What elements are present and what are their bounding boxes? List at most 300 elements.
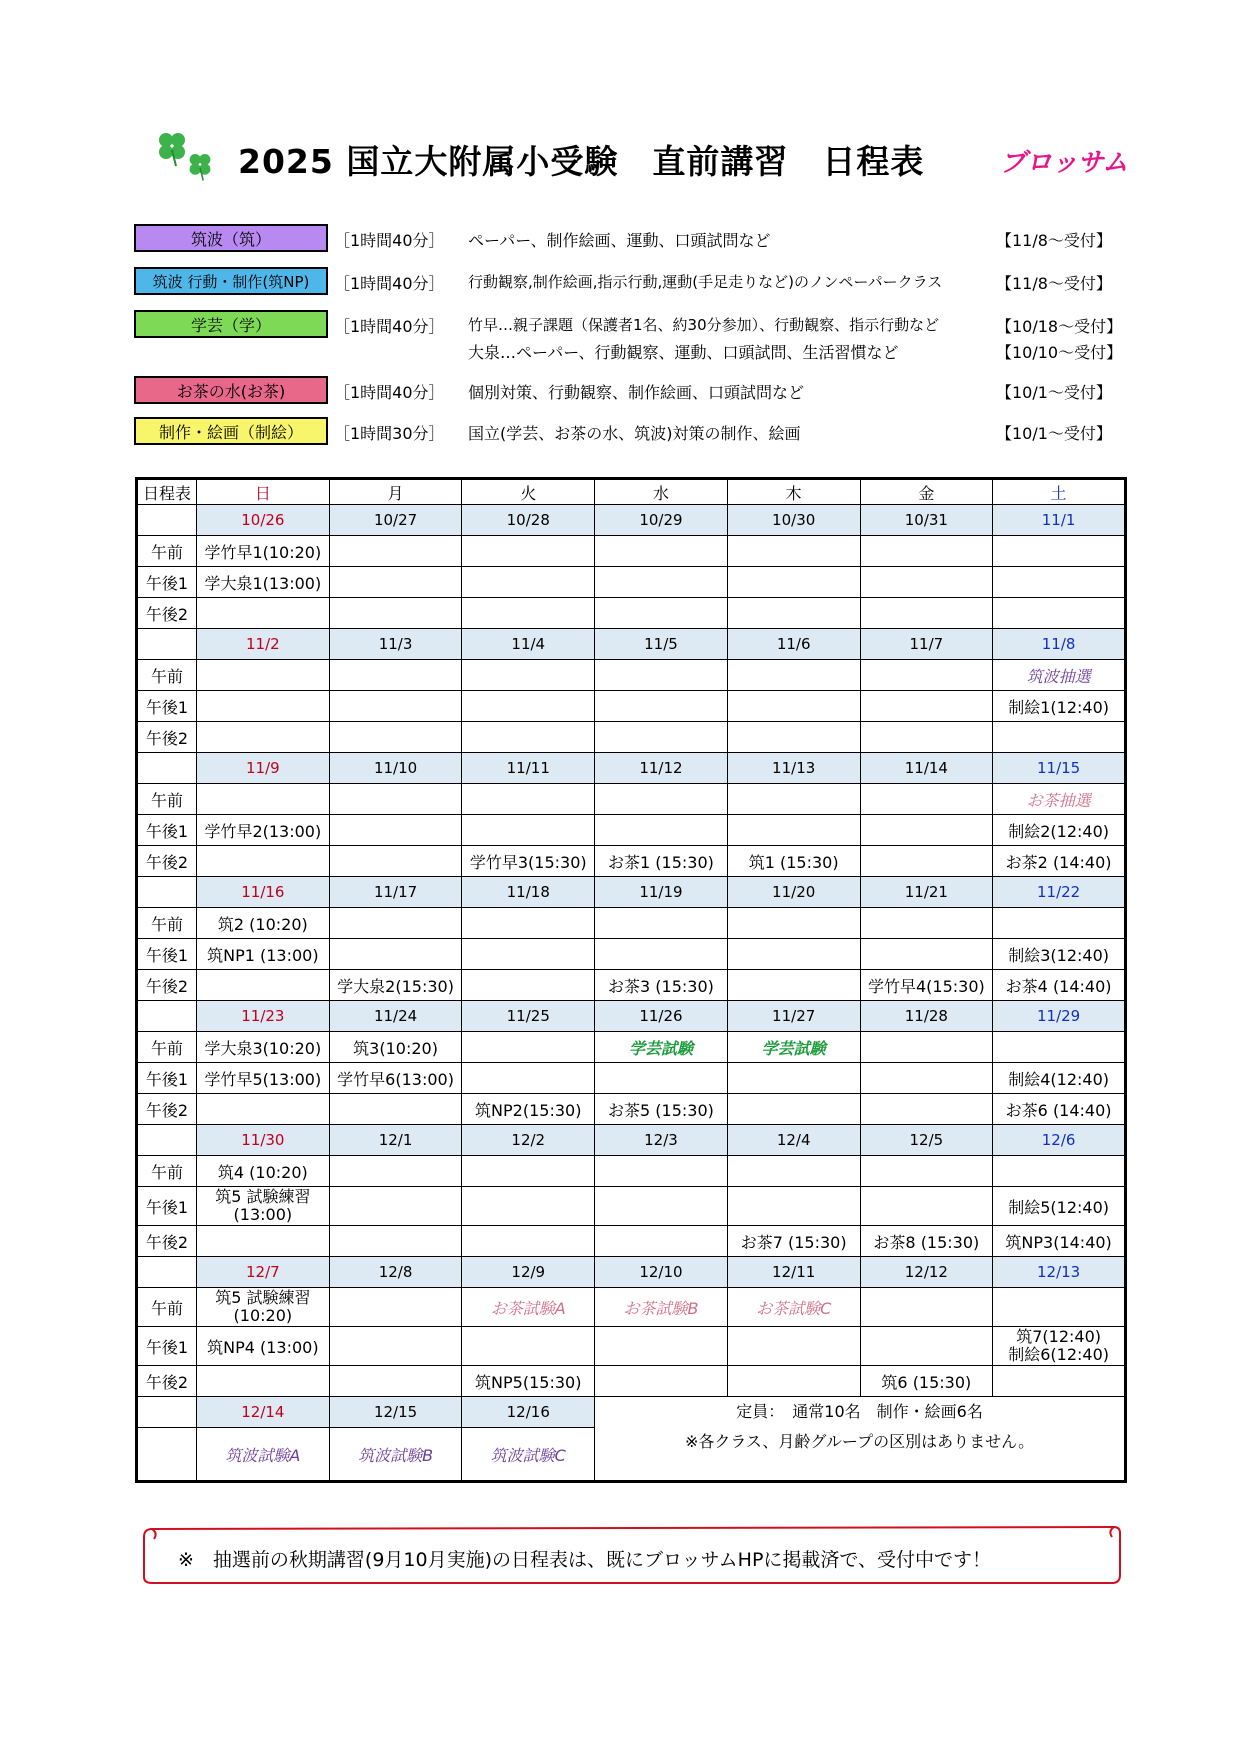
table-row (137, 1187, 1126, 1226)
schedule-cell (462, 1094, 595, 1125)
date-cell: 10/30 (727, 505, 860, 536)
schedule-entry: 制絵4(12:40) (1008, 1069, 1109, 1089)
course-duration: ［1時間40分］ (334, 383, 445, 402)
schedule-entry: お茶8 (15:30) (873, 1232, 980, 1252)
course-duration: ［1時間40分］ (334, 274, 445, 293)
date-label-cell (137, 1001, 197, 1032)
date-cell: 11/29 (993, 1001, 1126, 1032)
date-cell: 12/16 (462, 1397, 595, 1428)
schedule-entry: 制絵3(12:40) (1008, 945, 1109, 965)
schedule-cell (329, 1327, 462, 1366)
schedule-entry: 学竹早3(15:30) (469, 852, 587, 872)
schedule-cell (329, 1366, 462, 1397)
schedule-cell (595, 970, 728, 1001)
schedule-cell (727, 815, 860, 846)
table-header-cell: 金 (860, 479, 993, 505)
date-cell: 12/5 (860, 1125, 993, 1156)
schedule-cell (727, 1288, 860, 1327)
table-row (137, 1156, 1126, 1187)
schedule-cell (860, 598, 993, 629)
schedule-cell (860, 970, 993, 1001)
date-cell: 11/21 (860, 877, 993, 908)
schedule-cell (860, 660, 993, 691)
schedule-cell (462, 536, 595, 567)
course-description: ペーパー、制作絵画、運動、口頭試問など (468, 231, 771, 250)
date-cell: 11/28 (860, 1001, 993, 1032)
schedule-cell (197, 1094, 330, 1125)
schedule-entry: 筑波試験C (490, 1445, 566, 1465)
slot-label: 午前 (137, 660, 197, 691)
course-reception: 【10/18～受付】 (996, 317, 1123, 336)
table-header-cell: 水 (595, 479, 728, 505)
schedule-cell (595, 567, 728, 598)
schedule-cell (462, 691, 595, 722)
schedule-cell (993, 536, 1126, 567)
schedule-entry-line2: 制絵6(12:40) (1008, 1345, 1109, 1364)
brand-logo: ブロッサム (1000, 148, 1129, 178)
schedule-cell (329, 722, 462, 753)
course-reception-2: 【10/10～受付】 (996, 343, 1123, 362)
schedule-cell (993, 1032, 1126, 1063)
table-row (137, 908, 1126, 939)
table-row (137, 1094, 1126, 1125)
table-header-cell: 日程表 (137, 479, 197, 505)
date-cell: 12/11 (727, 1257, 860, 1288)
date-row (137, 1397, 1126, 1428)
schedule-cell (329, 908, 462, 939)
slot-label: 午前 (137, 784, 197, 815)
slot-label: 午前 (137, 908, 197, 939)
slot-label: 午後1 (137, 939, 197, 970)
schedule-cell (595, 598, 728, 629)
schedule-cell (462, 1366, 595, 1397)
schedule-cell (993, 567, 1126, 598)
schedule-cell (993, 1288, 1126, 1327)
date-row (137, 1001, 1126, 1032)
table-row (137, 1288, 1126, 1327)
date-cell: 12/10 (595, 1257, 728, 1288)
table-header-cell: 日 (197, 479, 330, 505)
schedule-entry: お茶試験A (490, 1298, 566, 1318)
schedule-cell (329, 815, 462, 846)
date-row (137, 877, 1126, 908)
schedule-cell (462, 815, 595, 846)
schedule-cell (860, 1226, 993, 1257)
schedule-cell (727, 908, 860, 939)
date-cell: 11/16 (197, 877, 330, 908)
schedule-entry: 筑波試験B (358, 1445, 434, 1465)
schedule-cell (329, 1428, 462, 1482)
schedule-entry: 学竹早1(10:20) (204, 542, 322, 562)
date-cell: 12/8 (329, 1257, 462, 1288)
date-cell: 10/26 (197, 505, 330, 536)
schedule-entry: お茶抽選 (1026, 790, 1091, 810)
schedule-cell (462, 1063, 595, 1094)
course-description: 個別対策、行動観察、制作絵画、口頭試問など (468, 383, 805, 402)
schedule-cell (727, 1156, 860, 1187)
schedule-cell (462, 846, 595, 877)
slot-label: 午後1 (137, 1063, 197, 1094)
schedule-cell (727, 598, 860, 629)
date-row (137, 1257, 1126, 1288)
date-cell: 11/27 (727, 1001, 860, 1032)
date-label-cell (137, 1397, 197, 1428)
schedule-cell (595, 1032, 728, 1063)
schedule-cell (462, 1187, 595, 1226)
date-cell: 11/5 (595, 629, 728, 660)
schedule-cell (727, 691, 860, 722)
schedule-cell (595, 784, 728, 815)
schedule-cell (860, 1094, 993, 1125)
schedule-cell (993, 691, 1126, 722)
schedule-cell (595, 1156, 728, 1187)
schedule-cell (329, 784, 462, 815)
schedule-entry: 筑NP5(15:30) (475, 1372, 582, 1392)
table-row (137, 660, 1126, 691)
date-cell: 11/12 (595, 753, 728, 784)
date-cell: 11/25 (462, 1001, 595, 1032)
date-cell: 12/15 (329, 1397, 462, 1428)
date-cell: 11/23 (197, 1001, 330, 1032)
schedule-cell (595, 908, 728, 939)
schedule-cell (860, 1187, 993, 1226)
schedule-cell (329, 1032, 462, 1063)
schedule-cell (860, 1032, 993, 1063)
schedule-cell (595, 1288, 728, 1327)
date-cell: 11/11 (462, 753, 595, 784)
table-row (137, 784, 1126, 815)
course-seisaku (134, 417, 1134, 449)
schedule-cell (860, 722, 993, 753)
date-cell: 11/22 (993, 877, 1126, 908)
capacity-note: 定員： 通常10名 制作・絵画6名 (736, 1402, 983, 1421)
schedule-cell (329, 1226, 462, 1257)
date-label-cell (137, 877, 197, 908)
course-badge: 筑波（筑） (134, 224, 328, 252)
schedule-cell (727, 660, 860, 691)
course-tsukuba-np (134, 267, 1134, 299)
table-row (137, 598, 1126, 629)
date-cell: 12/7 (197, 1257, 330, 1288)
schedule-cell (197, 939, 330, 970)
schedule-cell (197, 815, 330, 846)
schedule-entry: 制絵2(12:40) (1008, 821, 1109, 841)
course-duration: ［1時間30分］ (334, 424, 445, 443)
schedule-table (135, 477, 1127, 1483)
schedule-cell (993, 1327, 1126, 1366)
schedule-entry: 筑5 試験練習 (215, 1288, 311, 1307)
course-badge: お茶の水(お茶) (134, 376, 328, 404)
date-cell: 11/3 (329, 629, 462, 660)
schedule-cell (993, 598, 1126, 629)
page-title: 2025 国立大附属小受験 直前講習 日程表 (238, 142, 925, 181)
schedule-cell (993, 846, 1126, 877)
schedule-cell (727, 1094, 860, 1125)
slot-label: 午後1 (137, 1187, 197, 1226)
table-row (137, 846, 1126, 877)
schedule-entry-line2: (13:00) (233, 1205, 293, 1224)
banner-text: ※ 抽選前の秋期講習(9月10月実施)の日程表は、既にブロッサムHPに掲載済で、受付中です！ (178, 1549, 992, 1571)
schedule-cell (462, 1428, 595, 1482)
table-row (137, 1226, 1126, 1257)
date-cell: 12/1 (329, 1125, 462, 1156)
table-row (137, 567, 1126, 598)
date-cell: 11/7 (860, 629, 993, 660)
schedule-cell (860, 784, 993, 815)
schedule-cell (993, 660, 1126, 691)
schedule-cell (727, 784, 860, 815)
note-cell (595, 1397, 1126, 1482)
course-description: 竹早…親子課題（保護者1名、約30分参加）、行動観察、指示行動など (468, 316, 940, 334)
schedule-cell (197, 1327, 330, 1366)
table-row (137, 536, 1126, 567)
schedule-cell (993, 784, 1126, 815)
schedule-cell (993, 722, 1126, 753)
slot-label: 午後2 (137, 1226, 197, 1257)
schedule-entry: 筑NP1 (13:00) (207, 945, 319, 965)
course-ochanomizu (134, 376, 1134, 408)
date-cell: 11/18 (462, 877, 595, 908)
slot-label: 午後2 (137, 846, 197, 877)
date-label-cell (137, 629, 197, 660)
schedule-cell (860, 846, 993, 877)
date-cell: 11/17 (329, 877, 462, 908)
schedule-cell (329, 846, 462, 877)
schedule-cell (197, 1288, 330, 1327)
schedule-cell (860, 691, 993, 722)
schedule-cell (329, 970, 462, 1001)
slot-label: 午後2 (137, 970, 197, 1001)
date-cell: 12/3 (595, 1125, 728, 1156)
date-cell: 11/26 (595, 1001, 728, 1032)
date-row (137, 1125, 1126, 1156)
date-label-cell (137, 753, 197, 784)
course-description: 行動観察,制作絵画,指示行動,運動(手足走りなど)のノンペーパークラス (468, 273, 943, 291)
schedule-entry: お茶5 (15:30) (608, 1100, 714, 1120)
date-cell: 12/6 (993, 1125, 1126, 1156)
date-cell: 11/2 (197, 629, 330, 660)
schedule-entry: お茶2 (14:40) (1005, 852, 1112, 872)
schedule-cell (860, 567, 993, 598)
schedule-entry: お茶1 (15:30) (608, 852, 714, 872)
date-label-cell (137, 1257, 197, 1288)
date-cell: 11/20 (727, 877, 860, 908)
schedule-cell (197, 1063, 330, 1094)
schedule-cell (197, 1428, 330, 1482)
slot-label: 午後2 (137, 598, 197, 629)
schedule-cell (727, 536, 860, 567)
schedule-cell (197, 691, 330, 722)
schedule-cell (197, 1156, 330, 1187)
table-row (137, 1032, 1126, 1063)
schedule-cell (462, 970, 595, 1001)
schedule-cell (462, 1327, 595, 1366)
course-reception: 【11/8～受付】 (996, 231, 1112, 250)
schedule-cell (462, 1226, 595, 1257)
table-row (137, 1063, 1126, 1094)
date-label-cell (137, 505, 197, 536)
schedule-cell (860, 536, 993, 567)
table-row (137, 815, 1126, 846)
schedule-cell (595, 691, 728, 722)
table-row (137, 1366, 1126, 1397)
slot-label: 午後2 (137, 1366, 197, 1397)
schedule-cell (462, 1288, 595, 1327)
schedule-cell (595, 722, 728, 753)
date-cell: 10/27 (329, 505, 462, 536)
course-duration: ［1時間40分］ (334, 231, 445, 250)
course-reception: 【10/1～受付】 (996, 383, 1112, 402)
schedule-entry: 学大泉1(13:00) (204, 573, 322, 593)
schedule-cell (860, 1366, 993, 1397)
schedule-cell (595, 1327, 728, 1366)
course-description: 国立(学芸、お茶の水、筑波)対策の制作、絵画 (468, 424, 801, 443)
schedule-cell (727, 846, 860, 877)
schedule-cell (329, 939, 462, 970)
schedule-cell (462, 1156, 595, 1187)
schedule-entry: お茶試験B (623, 1298, 699, 1318)
schedule-cell (329, 567, 462, 598)
schedule-cell (993, 815, 1126, 846)
schedule-cell (727, 1327, 860, 1366)
date-cell: 11/24 (329, 1001, 462, 1032)
schedule-cell (595, 1226, 728, 1257)
schedule-entry: 学竹早4(15:30) (867, 976, 985, 996)
schedule-cell (197, 722, 330, 753)
schedule-entry: お茶4 (14:40) (1005, 976, 1112, 996)
schedule-cell (595, 1187, 728, 1226)
slot-label: 午後1 (137, 567, 197, 598)
date-cell: 11/9 (197, 753, 330, 784)
schedule-entry: 制絵1(12:40) (1008, 697, 1109, 717)
schedule-cell (727, 722, 860, 753)
schedule-entry: 学大泉3(10:20) (204, 1038, 322, 1058)
schedule-cell (595, 939, 728, 970)
schedule-entry: お茶試験C (756, 1298, 832, 1318)
table-row (137, 722, 1126, 753)
date-cell: 12/2 (462, 1125, 595, 1156)
date-cell: 11/19 (595, 877, 728, 908)
schedule-cell (727, 939, 860, 970)
schedule-cell (197, 784, 330, 815)
schedule-entry: 筑NP2(15:30) (475, 1100, 582, 1120)
schedule-entry: お茶3 (15:30) (608, 976, 714, 996)
table-row (137, 691, 1126, 722)
schedule-entry: 筑3(10:20) (353, 1038, 438, 1058)
date-cell: 10/31 (860, 505, 993, 536)
table-header-row (137, 479, 1126, 505)
date-row (137, 753, 1126, 784)
schedule-cell (462, 784, 595, 815)
date-cell: 12/14 (197, 1397, 330, 1428)
schedule-entry: 筑NP3(14:40) (1005, 1232, 1112, 1252)
schedule-cell (197, 598, 330, 629)
schedule-cell (860, 815, 993, 846)
schedule-entry: 学芸試験 (761, 1038, 826, 1058)
schedule-cell (727, 1063, 860, 1094)
schedule-cell (993, 908, 1126, 939)
title-area (150, 128, 1130, 188)
schedule-entry: 筑6 (15:30) (881, 1372, 972, 1392)
schedule-cell (595, 660, 728, 691)
schedule-cell (727, 970, 860, 1001)
schedule-cell (197, 1366, 330, 1397)
course-badge: 制作・絵画（制絵） (134, 417, 328, 445)
schedule-cell (462, 567, 595, 598)
course-gakugei (134, 310, 1134, 366)
schedule-cell (462, 939, 595, 970)
schedule-cell (860, 939, 993, 970)
course-tsukuba (134, 224, 1134, 256)
schedule-cell (860, 1288, 993, 1327)
schedule-cell (993, 1366, 1126, 1397)
schedule-cell (329, 660, 462, 691)
schedule-cell (727, 1226, 860, 1257)
schedule-cell (727, 1032, 860, 1063)
date-cell: 11/8 (993, 629, 1126, 660)
schedule-cell (462, 722, 595, 753)
schedule-entry: 筑4 (10:20) (217, 1162, 308, 1182)
schedule-cell (197, 1032, 330, 1063)
schedule-cell (993, 939, 1126, 970)
course-description-2: 大泉…ペーパー、行動観察、運動、口頭試問、生活習慣など (468, 343, 899, 362)
schedule-cell (329, 536, 462, 567)
schedule-cell (595, 846, 728, 877)
date-row (137, 505, 1126, 536)
schedule-cell (197, 1226, 330, 1257)
course-badge: 筑波 行動・制作(筑NP) (134, 267, 328, 295)
date-cell: 12/12 (860, 1257, 993, 1288)
date-cell: 11/30 (197, 1125, 330, 1156)
schedule-cell (727, 567, 860, 598)
schedule-cell (462, 1032, 595, 1063)
table-row (137, 939, 1126, 970)
schedule-cell (993, 970, 1126, 1001)
schedule-cell (329, 1187, 462, 1226)
schedule-cell (595, 1063, 728, 1094)
schedule-cell (860, 1156, 993, 1187)
schedule-cell (860, 908, 993, 939)
date-cell: 12/13 (993, 1257, 1126, 1288)
slot-label: 午前 (137, 536, 197, 567)
slot-label: 午後1 (137, 1327, 197, 1366)
slot-label: 午前 (137, 1288, 197, 1327)
table-header-cell: 月 (329, 479, 462, 505)
schedule-entry: 学竹早2(13:00) (204, 821, 322, 841)
schedule-entry-line2: (10:20) (233, 1306, 293, 1325)
slot-label (137, 1428, 197, 1482)
schedule-entry: 筑1 (15:30) (748, 852, 839, 872)
schedule-entry: 学芸試験 (628, 1038, 693, 1058)
date-cell: 11/15 (993, 753, 1126, 784)
slot-label: 午後1 (137, 691, 197, 722)
schedule-cell (727, 1187, 860, 1226)
date-label-cell (137, 1125, 197, 1156)
date-cell: 11/6 (727, 629, 860, 660)
schedule-entry: 学大泉2(15:30) (337, 976, 454, 996)
schedule-cell (197, 970, 330, 1001)
schedule-cell (329, 1094, 462, 1125)
date-cell: 11/1 (993, 505, 1126, 536)
date-cell: 12/4 (727, 1125, 860, 1156)
course-duration: ［1時間40分］ (334, 317, 445, 336)
schedule-entry: 筑2 (10:20) (217, 914, 308, 934)
slot-label: 午前 (137, 1156, 197, 1187)
schedule-cell (595, 1094, 728, 1125)
schedule-cell (993, 1063, 1126, 1094)
schedule-cell (595, 536, 728, 567)
schedule-cell (462, 660, 595, 691)
